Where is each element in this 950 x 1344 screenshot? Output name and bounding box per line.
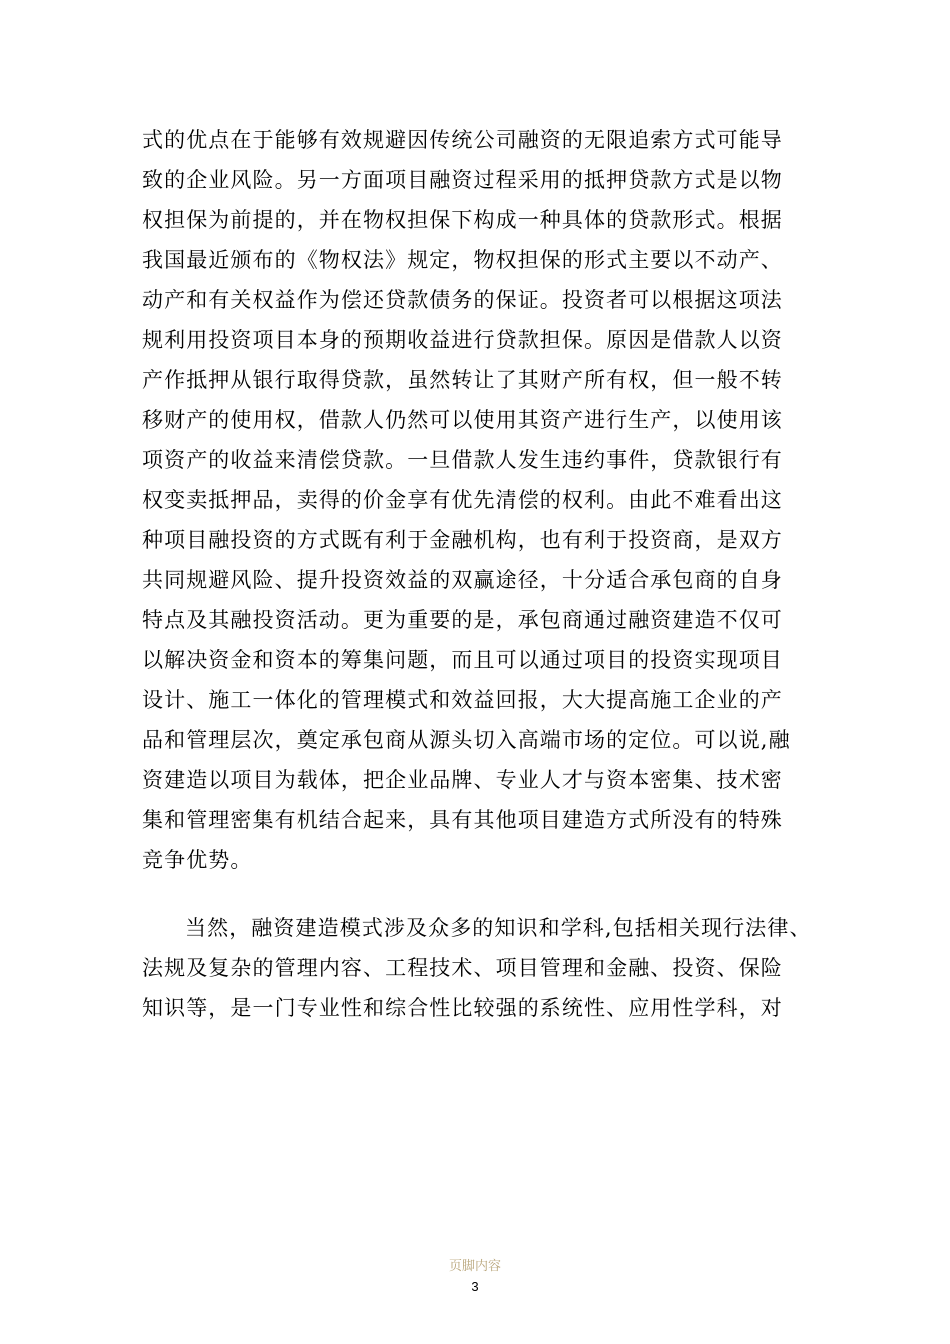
document-body <box>142 120 822 1028</box>
paragraph-line: 知识等，是一门专业性和综合性比较强的系统性、应用性学科，对 <box>142 996 783 1020</box>
paragraph-line: 移财产的使用权，借款人仍然可以使用其资产进行生产，以使用该 <box>142 408 783 432</box>
paragraph-line: 以解决资金和资本的筹集问题，而且可以通过项目的投资实现项目 <box>142 648 783 672</box>
paragraph-2 <box>142 908 822 1028</box>
paragraph-line: 集和管理密集有机结合起来，具有其他项目建造方式所没有的特殊 <box>142 808 783 832</box>
paragraph-spacer <box>142 880 822 908</box>
paragraph-line: 竞争优势。 <box>142 848 253 872</box>
paragraph-line: 我国最近颁布的《物权法》规定，物权担保的形式主要以不动产、 <box>142 248 783 272</box>
paragraph-line: 产作抵押从银行取得贷款，虽然转让了其财产所有权，但一般不转 <box>142 368 783 392</box>
paragraph-line: 动产和有关权益作为偿还贷款债务的保证。投资者可以根据这项法 <box>142 288 783 312</box>
paragraph-line: 共同规避风险、提升投资效益的双赢途径，十分适合承包商的自身 <box>142 568 783 592</box>
paragraph-line: 法规及复杂的管理内容、工程技术、项目管理和金融、投资、保险 <box>142 956 783 980</box>
paragraph-1 <box>142 120 822 880</box>
paragraph-line: 致的企业风险。另一方面项目融资过程采用的抵押贷款方式是以物 <box>142 168 783 192</box>
page-number: 3 <box>471 1279 479 1294</box>
paragraph-line: 特点及其融投资活动。更为重要的是，承包商通过融资建造不仅可 <box>142 608 783 632</box>
paragraph-line: 权担保为前提的，并在物权担保下构成一种具体的贷款形式。根据 <box>142 208 783 232</box>
footer-label: 页脚内容 <box>448 1259 501 1274</box>
paragraph-line: 式的优点在于能够有效规避因传统公司融资的无限追索方式可能导 <box>142 128 783 152</box>
paragraph-line: 项资产的收益来清偿贷款。一旦借款人发生违约事件，贷款银行有 <box>142 448 783 472</box>
paragraph-line: 品和管理层次，奠定承包商从源头切入高端市场的定位。可以说,融 <box>142 728 791 752</box>
paragraph-line: 当然，融资建造模式涉及众多的知识和学科,包括相关现行法律、 <box>185 916 812 940</box>
paragraph-line: 规利用投资项目本身的预期收益进行贷款担保。原因是借款人以资 <box>142 328 783 352</box>
paragraph-line: 设计、施工一体化的管理模式和效益回报，大大提高施工企业的产 <box>142 688 783 712</box>
paragraph-line: 资建造以项目为载体，把企业品牌、专业人才与资本密集、技术密 <box>142 768 783 792</box>
paragraph-line: 权变卖抵押品，卖得的价金享有优先清偿的权利。由此不难看出这 <box>142 488 783 512</box>
paragraph-line: 种项目融投资的方式既有利于金融机构，也有利于投资商，是双方 <box>142 528 783 552</box>
